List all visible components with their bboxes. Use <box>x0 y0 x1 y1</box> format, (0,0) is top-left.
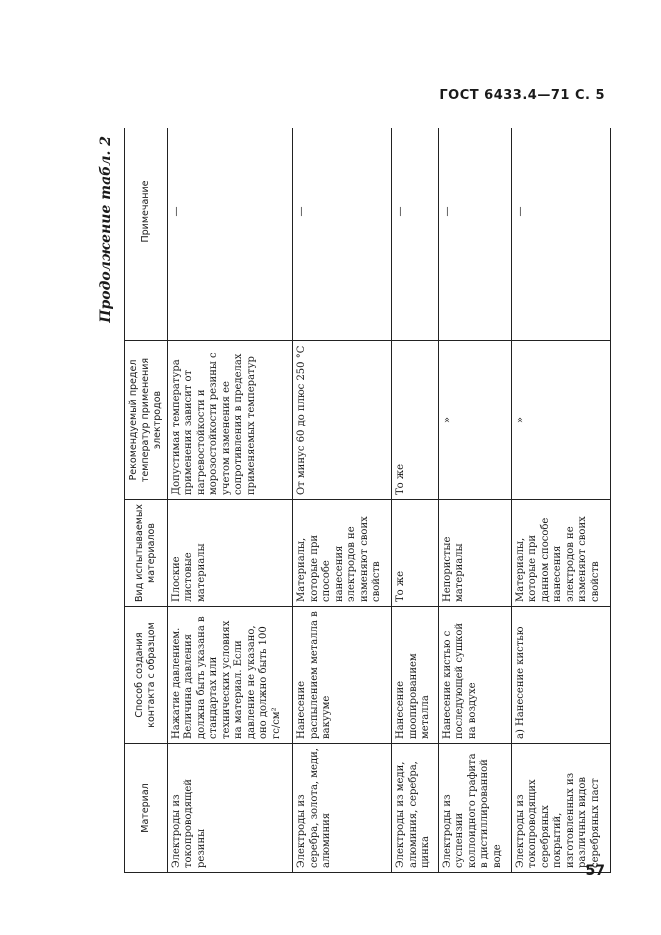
cell-material: Электроды из суспензии коллоидного графита в дистиллированной воде <box>438 744 511 873</box>
table-row <box>392 128 439 873</box>
column-header-note: Примечание <box>125 128 168 341</box>
cell-temperature: » <box>438 341 511 500</box>
rotated-table-wrapper <box>96 128 611 873</box>
cell-materials-type: Материалы, которые при способе нанесения электродов не изменяют своих свойств <box>293 500 392 607</box>
rotated-table-content <box>96 128 611 873</box>
cell-note: — <box>438 128 511 341</box>
cell-method: Нажатие давлением. Величина давления должна быть указана в стандартах или технических условиях на материал. Если давление не указано, оно должно быть 100 гс/см² <box>167 607 292 744</box>
table-row <box>438 128 511 873</box>
cell-note: — <box>392 128 439 341</box>
page-number: 57 <box>585 863 605 879</box>
table-row <box>167 128 292 873</box>
table-header-row <box>125 128 168 873</box>
cell-material: Электроды из серебра, золота, меди, алюминия <box>293 744 392 873</box>
cell-materials-type: Материалы, которые при данном способе нанесения электродов не изменяют своих свойств <box>511 500 610 607</box>
table-row <box>511 128 610 873</box>
cell-material: Электроды из токопроводящей резины <box>167 744 292 873</box>
cell-method: Нанесение распылением металла в вакууме <box>293 607 392 744</box>
cell-temperature: Допустимая температура применения зависит от нагревостойкости и морозостойкости резины с учетом изменения ее сопротивления в пределах применяемых температур <box>167 341 292 500</box>
column-header-method: Способ создания контакта с образцом <box>125 607 168 744</box>
cell-materials-type: Непористые материалы <box>438 500 511 607</box>
cell-materials-type: То же <box>392 500 439 607</box>
cell-temperature: » <box>511 341 610 500</box>
column-header-material: Материал <box>125 744 168 873</box>
table-caption: Продолжение табл. 2 <box>98 136 114 323</box>
cell-note: — <box>511 128 610 341</box>
cell-method: Нанесение шоопированием металла <box>392 607 439 744</box>
cell-material: Электроды из токопроводящих серебряных покрытий, изготовленных из различных видов серебряных паст <box>511 744 610 873</box>
cell-temperature: От минус 60 до плюс 250 °С <box>293 341 392 500</box>
column-header-temperature: Рекомендуемый предел температур применения электродов <box>125 341 168 500</box>
cell-note: — <box>167 128 292 341</box>
cell-method: Нанесение кистью с последующей сушкой на воздухе <box>438 607 511 744</box>
table-row <box>293 128 392 873</box>
column-header-materials-type: Вид испытываемых материалов <box>125 500 168 607</box>
document-header: ГОСТ 6433.4—71 С. 5 <box>439 88 605 103</box>
cell-method: а) Нанесение кистью <box>511 607 610 744</box>
cell-temperature: То же <box>392 341 439 500</box>
cell-materials-type: Плоские листовые материалы <box>167 500 292 607</box>
cell-material: Электроды из меди, алюминия, серебра, цинка <box>392 744 439 873</box>
cell-note: — <box>293 128 392 341</box>
data-table <box>124 128 611 873</box>
